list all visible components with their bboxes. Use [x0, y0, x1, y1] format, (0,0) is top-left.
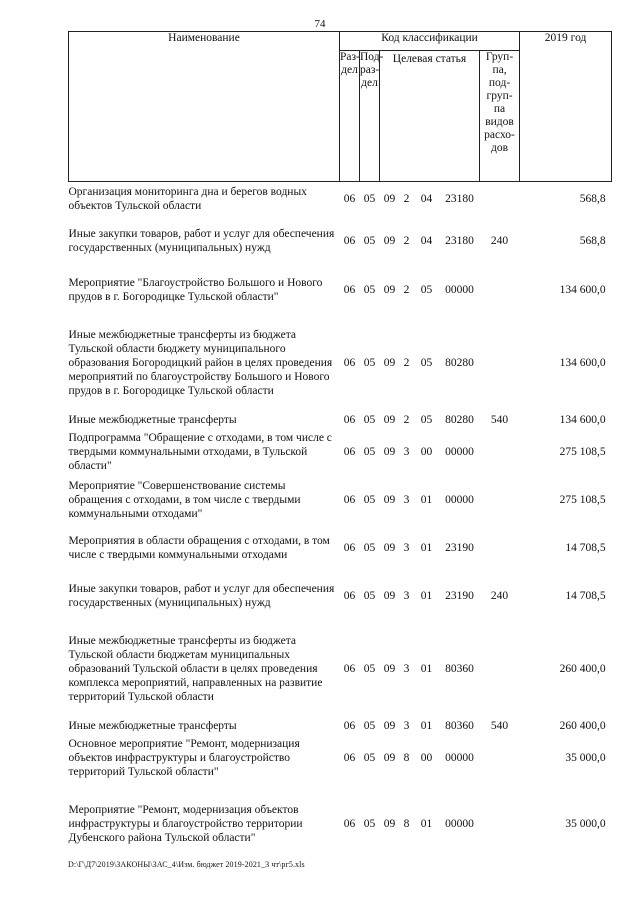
table-row: [69, 524, 612, 572]
row-target-subprogram: 2: [403, 192, 410, 205]
table-row: [69, 476, 612, 524]
row-amount: 275 108,5: [559, 493, 606, 506]
row-name: Подпрограмма "Обращение с отходами, в том числе с твердыми коммунальными отходами, в Тульской области": [68, 431, 332, 472]
row-razdel: 06: [343, 445, 356, 458]
row-target-program: 09: [383, 719, 396, 732]
row-amount: 260 400,0: [559, 719, 606, 732]
row-target-event: 01: [420, 589, 433, 602]
row-name: Мероприятия в области обращения с отходами, в том числе с твердыми коммунальными отходами: [68, 534, 330, 561]
row-podrazdel: 05: [363, 817, 376, 830]
row-amount: 134 600,0: [559, 356, 606, 369]
table-row: [69, 734, 612, 782]
row-target-event: 05: [420, 413, 433, 426]
row-podrazdel: 05: [363, 493, 376, 506]
header-classification: Код классификации: [340, 32, 520, 51]
row-amount: 568,8: [579, 192, 606, 205]
row-razdel: 06: [343, 589, 356, 602]
row-razdel: 06: [343, 493, 356, 506]
table-row: [69, 412, 612, 428]
row-target-event: 05: [420, 356, 433, 369]
row-target-direction: 00000: [445, 493, 474, 506]
row-name: Иные закупки товаров, работ и услуг для обеспечения государственных (муниципальных) нужд: [68, 227, 335, 254]
row-expense-group: [480, 734, 520, 782]
row-name: Мероприятие "Совершенствование системы обращения с отходами, в том числе с твердыми коммунальными отходами": [68, 479, 301, 520]
row-target-event: 01: [420, 541, 433, 554]
row-name: Иные межбюджетные трансферты: [68, 719, 237, 732]
row-expense-group: [480, 182, 520, 216]
row-expense-group: [480, 314, 520, 412]
row-razdel: 06: [343, 356, 356, 369]
header-razdel: Раз- дел: [340, 51, 360, 182]
row-razdel: 06: [343, 817, 356, 830]
budget-table: [68, 31, 612, 866]
row-target-program: 09: [383, 283, 396, 296]
page-number: 74: [314, 18, 326, 30]
row-razdel: 06: [343, 234, 356, 247]
row-target-subprogram: 2: [403, 356, 410, 369]
table-row: [69, 572, 612, 620]
row-target-program: 09: [383, 817, 396, 830]
row-amount: 35 000,0: [565, 817, 606, 830]
row-target-event: 01: [420, 817, 433, 830]
row-expense-group: [480, 266, 520, 314]
row-podrazdel: 05: [363, 719, 376, 732]
row-target-program: 09: [383, 356, 396, 369]
row-razdel: 06: [343, 662, 356, 675]
row-razdel: 06: [343, 413, 356, 426]
row-target-subprogram: 3: [403, 662, 410, 675]
row-name: Иные межбюджетные трансферты: [68, 413, 237, 426]
row-amount: 260 400,0: [559, 662, 606, 675]
row-target-program: 09: [383, 541, 396, 554]
row-target-program: 09: [383, 445, 396, 458]
row-podrazdel: 05: [363, 192, 376, 205]
row-podrazdel: 05: [363, 356, 376, 369]
table-row: [69, 782, 612, 866]
table-row: [69, 314, 612, 412]
row-amount: 568,8: [579, 234, 606, 247]
row-podrazdel: 05: [363, 589, 376, 602]
header-year: 2019 год: [520, 32, 612, 182]
row-expense-group: [480, 428, 520, 476]
row-target-subprogram: 2: [403, 234, 410, 247]
row-target-direction: 00000: [445, 283, 474, 296]
row-target-direction: 23190: [445, 541, 474, 554]
row-target-event: 00: [420, 751, 433, 764]
table-row: [69, 620, 612, 718]
row-podrazdel: 05: [363, 662, 376, 675]
row-razdel: 06: [343, 719, 356, 732]
header-podrazdel: Под- раз- дел: [360, 51, 380, 182]
row-target-event: 01: [420, 493, 433, 506]
row-expense-group: 540: [490, 413, 509, 426]
row-name: Организация мониторинга дна и берегов водных объектов Тульской области: [68, 185, 307, 212]
row-expense-group: [480, 620, 520, 718]
header-target: Целевая статья: [380, 51, 480, 182]
row-name: Иные закупки товаров, работ и услуг для обеспечения государственных (муниципальных) нужд: [68, 582, 335, 609]
row-podrazdel: 05: [363, 234, 376, 247]
row-expense-group: [480, 782, 520, 866]
row-podrazdel: 05: [363, 541, 376, 554]
table-row: [69, 266, 612, 314]
row-podrazdel: 05: [363, 445, 376, 458]
row-target-program: 09: [383, 192, 396, 205]
row-razdel: 06: [343, 192, 356, 205]
table-row: [69, 182, 612, 216]
row-target-program: 09: [383, 234, 396, 247]
row-target-direction: 80360: [445, 719, 474, 732]
row-amount: 14 708,5: [565, 589, 606, 602]
row-target-subprogram: 8: [403, 817, 410, 830]
row-name: Иные межбюджетные трансферты из бюджета Тульской области бюджету муниципального образования Богородицкий район в целях проведения мероприятий по благоустройству Большого и Нового прудов в г. Богородицке Тульской области: [68, 328, 333, 397]
row-podrazdel: 05: [363, 413, 376, 426]
row-target-direction: 80280: [445, 356, 474, 369]
row-target-program: 09: [383, 662, 396, 675]
row-expense-group: 240: [490, 589, 509, 602]
row-target-event: 01: [420, 662, 433, 675]
row-target-event: 00: [420, 445, 433, 458]
table-row: [69, 718, 612, 734]
row-podrazdel: 05: [363, 283, 376, 296]
row-target-direction: 80280: [445, 413, 474, 426]
row-name: Мероприятие "Ремонт, модернизация объектов инфраструктуры и благоустройство территории Дубенского района Тульской области": [68, 803, 303, 844]
row-target-subprogram: 2: [403, 413, 410, 426]
row-expense-group: 240: [490, 234, 509, 247]
row-amount: 35 000,0: [565, 751, 606, 764]
row-target-subprogram: 8: [403, 751, 410, 764]
row-amount: 14 708,5: [565, 541, 606, 554]
table-row: [69, 216, 612, 266]
row-name: Иные межбюджетные трансферты из бюджета Тульской области бюджетам муниципальных образований Тульской области в целях проведения комплекса мероприятий, направленных на развитие территорий Тульской области: [68, 634, 323, 703]
row-razdel: 06: [343, 283, 356, 296]
row-target-direction: 00000: [445, 445, 474, 458]
row-target-event: 04: [420, 234, 433, 247]
row-target-program: 09: [383, 751, 396, 764]
row-expense-group: [480, 476, 520, 524]
row-target-event: 01: [420, 719, 433, 732]
row-expense-group: [480, 524, 520, 572]
row-amount: 134 600,0: [559, 283, 606, 296]
header-group: Груп- па, под- груп- па видов расхо- дов: [480, 51, 520, 182]
row-target-program: 09: [383, 589, 396, 602]
row-target-direction: 00000: [445, 817, 474, 830]
table-row: [69, 428, 612, 476]
row-amount: 134 600,0: [559, 413, 606, 426]
row-target-program: 09: [383, 413, 396, 426]
row-target-direction: 00000: [445, 751, 474, 764]
row-target-event: 04: [420, 192, 433, 205]
row-name: Основное мероприятие "Ремонт, модернизация объектов инфраструктуры и благоустройство территорий Тульской области": [68, 737, 300, 778]
row-target-direction: 23180: [445, 234, 474, 247]
row-target-subprogram: 3: [403, 445, 410, 458]
row-target-subprogram: 3: [403, 719, 410, 732]
row-razdel: 06: [343, 751, 356, 764]
row-target-program: 09: [383, 493, 396, 506]
header-name: Наименование: [69, 32, 340, 182]
row-expense-group: 540: [490, 719, 509, 732]
row-name: Мероприятие "Благоустройство Большого и Нового прудов в г. Богородицке Тульской области": [68, 276, 323, 303]
row-razdel: 06: [343, 541, 356, 554]
row-target-event: 05: [420, 283, 433, 296]
row-target-direction: 23190: [445, 589, 474, 602]
row-target-subprogram: 3: [403, 589, 410, 602]
row-target-subprogram: 2: [403, 283, 410, 296]
row-podrazdel: 05: [363, 751, 376, 764]
row-amount: 275 108,5: [559, 445, 606, 458]
row-target-subprogram: 3: [403, 493, 410, 506]
row-target-direction: 23180: [445, 192, 474, 205]
row-target-direction: 80360: [445, 662, 474, 675]
row-target-subprogram: 3: [403, 541, 410, 554]
footer-file-path: D:\Г\Д7\2019\ЗАКОНЫ\ЗАС_4\Изм. бюджет 2019-2021_3 чт\рг5.xls: [68, 860, 305, 869]
